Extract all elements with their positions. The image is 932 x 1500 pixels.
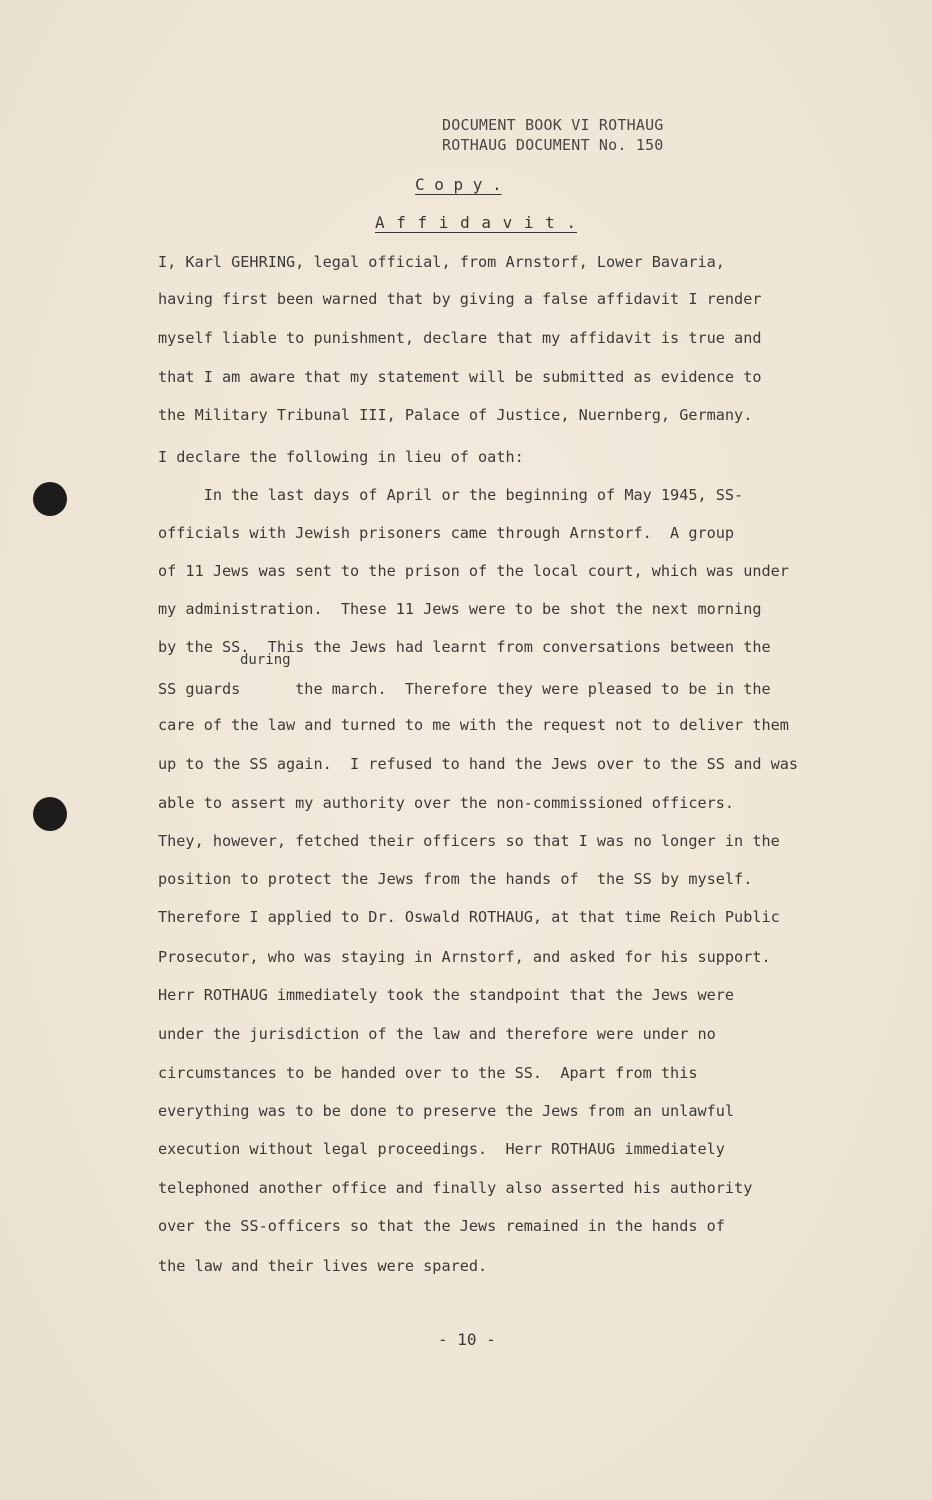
document-number-header: ROTHAUG DOCUMENT No. 150	[442, 136, 664, 154]
body-line-21: under the jurisdiction of the law and therefore were under no	[158, 1025, 716, 1043]
body-line-13: care of the law and turned to me with the request not to deliver them	[158, 716, 789, 734]
affidavit-title: A f f i d a v i t .	[375, 213, 578, 232]
body-line-10: my administration. These 11 Jews were to be shot the next morning	[158, 600, 762, 618]
body-line-3: myself liable to punishment, declare that my affidavit is true and	[158, 329, 762, 347]
body-line-2: having first been warned that by giving a false affidavit I render	[158, 290, 762, 308]
body-line-6: I declare the following in lieu of oath:	[158, 448, 524, 466]
body-line-23: everything was to be done to preserve the Jews from an unlawful	[158, 1102, 735, 1120]
body-line-20: Herr ROTHAUG immediately took the standpoint that the Jews were	[158, 986, 735, 1004]
body-line-22: circumstances to be handed over to the SS. Apart from this	[158, 1064, 698, 1082]
body-line-1: I, Karl GEHRING, legal official, from Arnstorf, Lower Bavaria,	[158, 253, 725, 271]
body-line-24: execution without legal proceedings. Herr ROTHAUG immediately	[158, 1140, 725, 1158]
page-number: - 10 -	[438, 1330, 496, 1349]
body-line-18: Therefore I applied to Dr. Oswald ROTHAUG, at that time Reich Public	[158, 908, 780, 926]
body-line-12: SS guards the march. Therefore they were pleased to be in the	[158, 680, 771, 698]
body-line-9: of 11 Jews was sent to the prison of the local court, which was under	[158, 562, 789, 580]
document-book-header: DOCUMENT BOOK VI ROTHAUG	[442, 116, 664, 134]
body-line-8: officials with Jewish prisoners came through Arnstorf. A group	[158, 524, 735, 542]
punch-hole-top	[33, 482, 67, 516]
body-line-15: able to assert my authority over the non-commissioned officers.	[158, 794, 735, 812]
punch-hole-bottom	[33, 797, 67, 831]
body-line-7: In the last days of April or the beginning of May 1945, SS-	[158, 486, 744, 504]
body-line-16: They, however, fetched their officers so that I was no longer in the	[158, 832, 780, 850]
body-line-5: the Military Tribunal III, Palace of Justice, Nuernberg, Germany.	[158, 406, 753, 424]
body-line-11: by the SS. This the Jews had learnt from conversations between the	[158, 638, 771, 656]
body-line-19: Prosecutor, who was staying in Arnstorf, and asked for his support.	[158, 948, 771, 966]
copy-label: C o p y .	[415, 175, 502, 194]
body-line-4: that I am aware that my statement will be submitted as evidence to	[158, 368, 762, 386]
body-line-14: up to the SS again. I refused to hand the Jews over to the SS and was	[158, 755, 799, 773]
body-line-26: over the SS-officers so that the Jews remained in the hands of	[158, 1217, 725, 1235]
inserted-word: during	[240, 652, 291, 668]
body-line-17: position to protect the Jews from the hands of the SS by myself.	[158, 870, 753, 888]
body-line-27: the law and their lives were spared.	[158, 1257, 488, 1275]
body-line-25: telephoned another office and finally also asserted his authority	[158, 1179, 753, 1197]
